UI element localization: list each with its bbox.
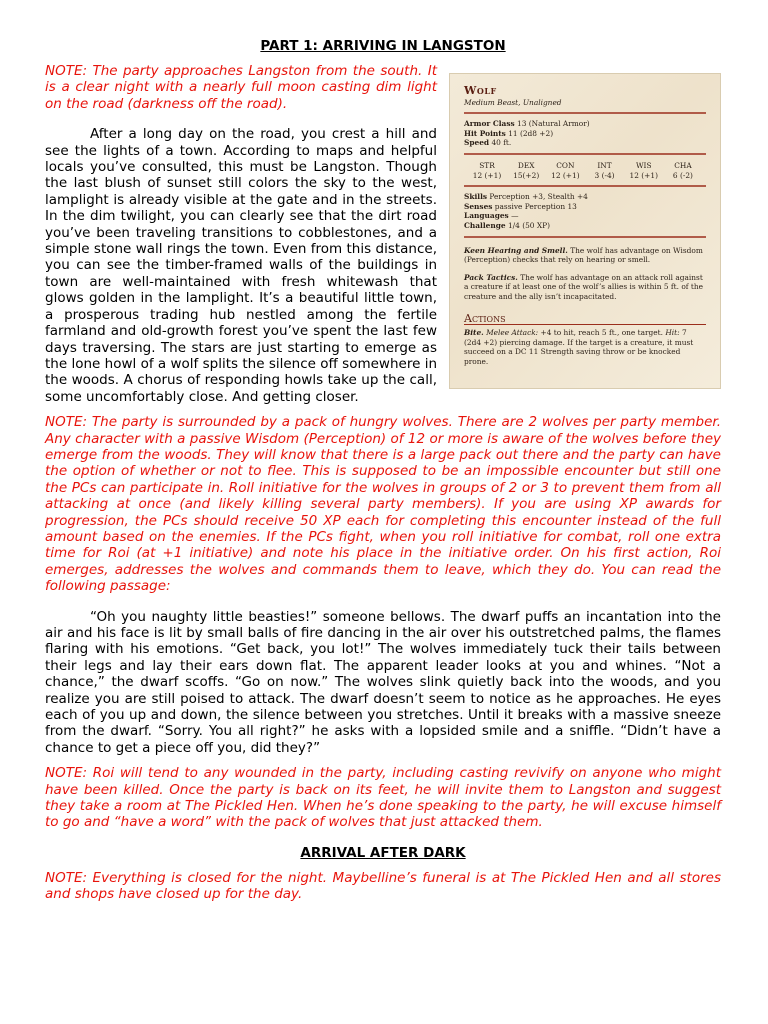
paragraph-arrival: After a long day on the road, you crest a hill and see the lights of a town. According to maps and helpful locals you’ve consulted, this must be Langston. Though the last blush of sunset still colors the sky to the west, lamplight is already visible at the gate and in the streets. In the dim twilight, you can clearly see that the dirt road you’ve been traveling transitions to cobblestones, and a simple stone wall rings the town. Even from this distance, you can see the timber-framed walls of the buildings in town are well-maintained with fresh whitewash that glows golden in the lamplight. It’s a beautiful little town, a prosperous trading hub nestled among the fertile farmland and old-growth forest you’ve spent the last few days traversing. The stars are just starting to emerge as the lone howl of a wolf splits the silence off somewhere in the woods. A chorus of responding howls take up the call, some uncomfortably close. And getting closer. — [45, 126, 437, 405]
ability-dex: DEX 15(+2) — [513, 160, 540, 180]
stat-block-divider — [464, 236, 706, 238]
stat-block-name: Wolf — [464, 84, 497, 97]
stat-skills: Skills Perception +3, Stealth +4 — [464, 192, 588, 202]
note-roi: NOTE: Roi will tend to any wounded in the party, including casting revivify on anyone who might have been killed. Once the party is back on its feet, he will invite them to Langston and suggest they take a room at The Pickled Hen. When he’s done speaking to the party, he will excuse himself to go and “have a word” with the pack of wolves that just attacked them. — [45, 765, 721, 831]
ability-cha: CHA 6 (-2) — [672, 160, 693, 180]
note-wolves: NOTE: The party is surrounded by a pack of hungry wolves. There are 2 wolves per party member. Any character with a passive Wisdom (Perception) of 12 or more is aware of the wolves before they emerge from the woods. They will know that there is a large pack out there and the party can have the option of whether or not to flee. This is supposed to be an impossible encounter but still one the PCs can participate in. Roll initiative for the wolves in groups of 2 or 3 to prevent them from all attacking at once (and likely killing several party members). If you are using XP awards for progression, the PCs should receive 50 XP each for completing this encounter instead of the full amount based on the enemies. If the PCs fight, when you roll initiative for combat, roll one extra time for Roi (at +1 initiative) and note his place in the initiative order. On his first action, Roi emerges, addresses the wolves and commands them to leave, which they do. You can read the following passage: — [45, 414, 721, 595]
ability-scores — [468, 161, 702, 180]
trait-keen-hearing: Keen Hearing and Smell. The wolf has advantage on Wisdom (Perception) checks that rely on hearing or smell. — [464, 245, 703, 265]
stat-block-divider — [464, 185, 706, 187]
stat-speed: Speed 40 ft. — [464, 138, 512, 148]
stat-hit-points: Hit Points 11 (2d8 +2) — [464, 128, 554, 138]
ability-wis: WIS 12 (+1) — [629, 160, 658, 180]
note-closed: NOTE: Everything is closed for the night. Maybelline’s funeral is at The Pickled Hen and all stores and shops have closed up for the day. — [45, 869, 721, 903]
stat-block-type: Medium Beast, Unaligned — [464, 97, 562, 107]
part1-heading: PART 1: ARRIVING IN LANGSTON — [260, 38, 506, 54]
actions-heading: Actions — [464, 314, 706, 326]
stat-armor-class: Armor Class 13 (Natural Armor) — [464, 119, 590, 129]
action-bite: Bite. Melee Attack: +4 to hit, reach 5 ft., one target. Hit: 7 (2d4 +2) piercing damage. If the target is a creature, it must succeed on a DC 11 Strength saving throw or be knocked prone. — [464, 328, 694, 366]
ability-int: INT 3 (-4) — [594, 160, 615, 180]
stat-languages: Languages — — [464, 211, 519, 221]
arrival-heading: ARRIVAL AFTER DARK — [300, 844, 466, 861]
paragraph-dwarf: “Oh you naughty little beasties!” someone bellows. The dwarf puffs an incantation into the air and his face is lit by small balls of fire dancing in the air over his outstretched palms, the flames flaring with his emotions. “Get back, you lot!” The wolves immediately tuck their tails between their legs and lay their ears down flat. The apparent leader looks at you and whines. “Not a chance,” the dwarf scoffs. “Go on now.” The wolves slink quietly back into the woods, and you realize you are still poised to attack. The dwarf doesn’t seem to notice as he approaches. He eyes each of you up and down, the silence between you stretches. Until it breaks with a massive sneeze from the dwarf. “Sorry. You all right?” he asks with a lopsided smile and a sniffle. “Didn’t have a chance to get a piece off you, did they?” — [45, 608, 721, 756]
stat-challenge: Challenge 1/4 (50 XP) — [464, 220, 550, 230]
ability-str: STR 12 (+1) — [472, 160, 502, 180]
stat-block-divider — [464, 153, 706, 155]
stat-senses: Senses passive Perception 13 — [464, 201, 577, 211]
part1-content — [45, 63, 721, 903]
ability-con: CON 12 (+1) — [551, 160, 580, 180]
trait-pack-tactics: Pack Tactics. The wolf has advantage on an attack roll against a creature if at least one of the wolf’s allies is within 5 ft. of the creature and the ally isn’t incapacitated. — [464, 272, 703, 301]
stat-block-divider — [464, 112, 706, 114]
note-approach: NOTE: The party approaches Langston from the south. It is a clear night with a nearly full moon casting dim light on the road (darkness off the road). — [45, 63, 437, 112]
wolf-stat-block — [449, 73, 721, 389]
